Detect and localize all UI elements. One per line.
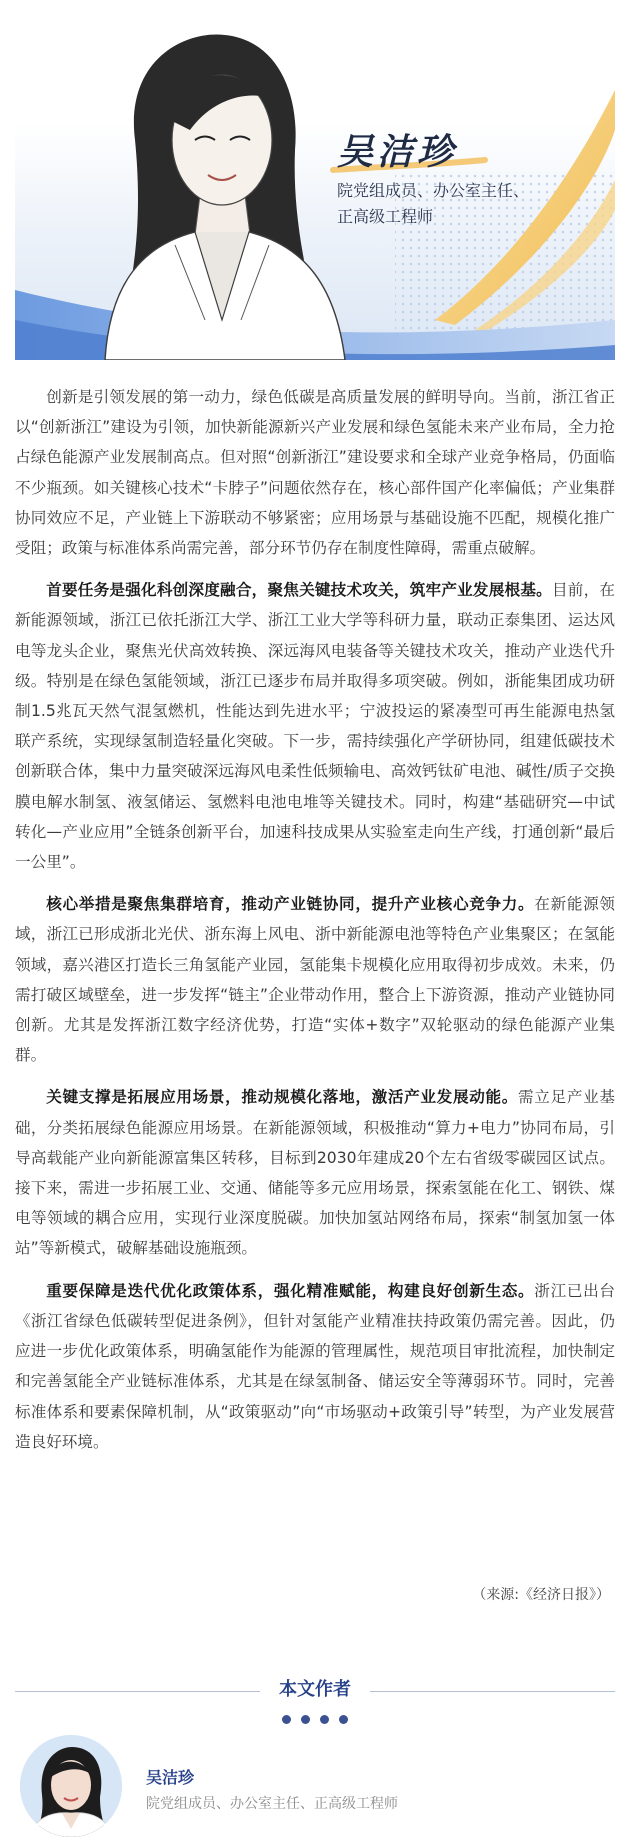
hero-title-line1: 院党组成员、办公室主任、 [337, 181, 530, 200]
hero-author-name: 吴洁珍 [337, 131, 458, 173]
article-body [15, 382, 615, 1469]
paragraph-2 [15, 575, 615, 877]
author-avatar [20, 1735, 122, 1837]
dot-icon [339, 1715, 348, 1724]
paragraph-text: 在新能源领域，浙江已形成浙北光伏、浙东海上风电、浙中新能源电池等特色产业集聚区；在氢能领域，嘉兴港区打造长三角氢能产业园，氢能集卡规模化应用取得初步成效。未来，仍需打破区域壁垒，进一步发挥“链主”企业带动作用，整合上下游资源，推动产业链协同创新。尤其是发挥浙江数字经济优势，打造“实体+数字”双轮驱动的绿色能源产业集群。 [15, 895, 615, 1065]
divider-right [370, 1691, 615, 1692]
paragraph-text: 浙江已出台《浙江省绿色低碳转型促进条例》，但针对氢能产业精准扶持政策仍需完善。因此，仍应进一步优化政策体系，明确氢能作为能源的管理属性，规范项目审批流程，加快制定和完善氢能全产业链标准体系，尤其是在绿氢制备、储运安全等薄弱环节。同时，完善标准体系和要素保障机制，从“政策驱动”向“市场驱动+政策引导”转型，为产业发展营造良好环境。 [15, 1281, 615, 1451]
author-name: 吴洁珍 [146, 1768, 195, 1787]
avatar-photo [20, 1735, 122, 1837]
paragraph-lead: 重要保障是迭代优化政策体系，强化精准赋能，构建良好创新生态。 [46, 1281, 535, 1300]
hero-author-title [337, 178, 567, 230]
paragraph-text: 创新是引领发展的第一动力，绿色低碳是高质量发展的鲜明导向。当前，浙江省正以“创新浙江”建设为引领，加快新能源新兴产业发展和绿色氢能未来产业布局，全力抢占绿色能源产业发展制高点。但对照“创新浙江”建设要求和全球产业竞争格局，仍面临不少瓶颈。如关键核心技术“卡脖子”问题依然存在，核心部件国产化率偏低；产业集群协同效应不足，产业链上下游联动不够紧密；应用场景与基础设施不匹配，规模化推广受阻；政策与标准体系尚需完善，部分环节仍存在制度性障碍，需重点破解。 [15, 388, 615, 558]
hero-title-line2: 正高级工程师 [337, 207, 434, 226]
source-credit: （来源:《经济日报》） [472, 1587, 610, 1603]
paragraph-1 [15, 382, 615, 563]
hero-banner [15, 20, 615, 360]
dot-icon [301, 1715, 310, 1724]
decorative-dots [15, 1709, 615, 1728]
paragraph-4 [15, 1082, 615, 1263]
author-section-header [15, 1665, 615, 1725]
paragraph-text: 需立足产业基础，分类拓展绿色能源应用场景。在新能源领域，积极推动“算力+电力”协同布局，引导高载能产业向新能源富集区转移，目标到2030年建成20个左右省级零碳园区试点。接下来，需进一步拓展工业、交通、储能等多元应用场景，探索氢能在化工、钢铁、煤电等领域的耦合应用，实现行业深度脱碳。加快加氢站网络布局，探索“制氢加氢一体站”等新模式，破解基础设施瓶颈。 [15, 1088, 615, 1258]
author-heading: 本文作者 [279, 1679, 351, 1700]
dot-icon [320, 1715, 329, 1724]
paragraph-5 [15, 1276, 615, 1457]
dot-icon [282, 1715, 291, 1724]
paragraph-lead: 核心举措是聚焦集群培育，推动产业链协同，提升产业核心竞争力。 [46, 895, 535, 914]
paragraph-text: 目前，在新能源领域，浙江已依托浙江大学、浙江工业大学等科研力量，联动正泰集团、运达风电等龙头企业，聚焦光伏高效转换、深远海风电装备等关键技术攻关，推动产业迭代升级。特别是在绿色氢能领域，浙江已逐步布局并取得多项突破。例如，浙能集团成功研制1.5兆瓦天然气混氢燃机，性能达到先进水平；宁波投运的紧凑型可再生能源电热氢联产系统，实现绿氢制造轻量化突破。下一步，需持续强化产学研协同，组建低碳技术创新联合体，集中力量突破深远海风电柔性低频输电、高效钙钛矿电池、碱性/质子交换膜电解水制氢、液氢储运、氢燃料电池电堆等关键技术。同时，构建“基础研究—中试转化—产业应用”全链条创新平台，加速科技成果从实验室走向生产线，打通创新“最后一公里”。 [15, 581, 615, 872]
paragraph-lead: 关键支撑是拓展应用场景，推动规模化落地，激活产业发展动能。 [46, 1088, 519, 1107]
paragraph-lead: 首要任务是强化科创深度融合，聚焦关键技术攻关，筑牢产业发展根基。 [46, 581, 552, 600]
author-role: 院党组成员、办公室主任、正高级工程师 [146, 1796, 398, 1812]
paragraph-3 [15, 889, 615, 1070]
